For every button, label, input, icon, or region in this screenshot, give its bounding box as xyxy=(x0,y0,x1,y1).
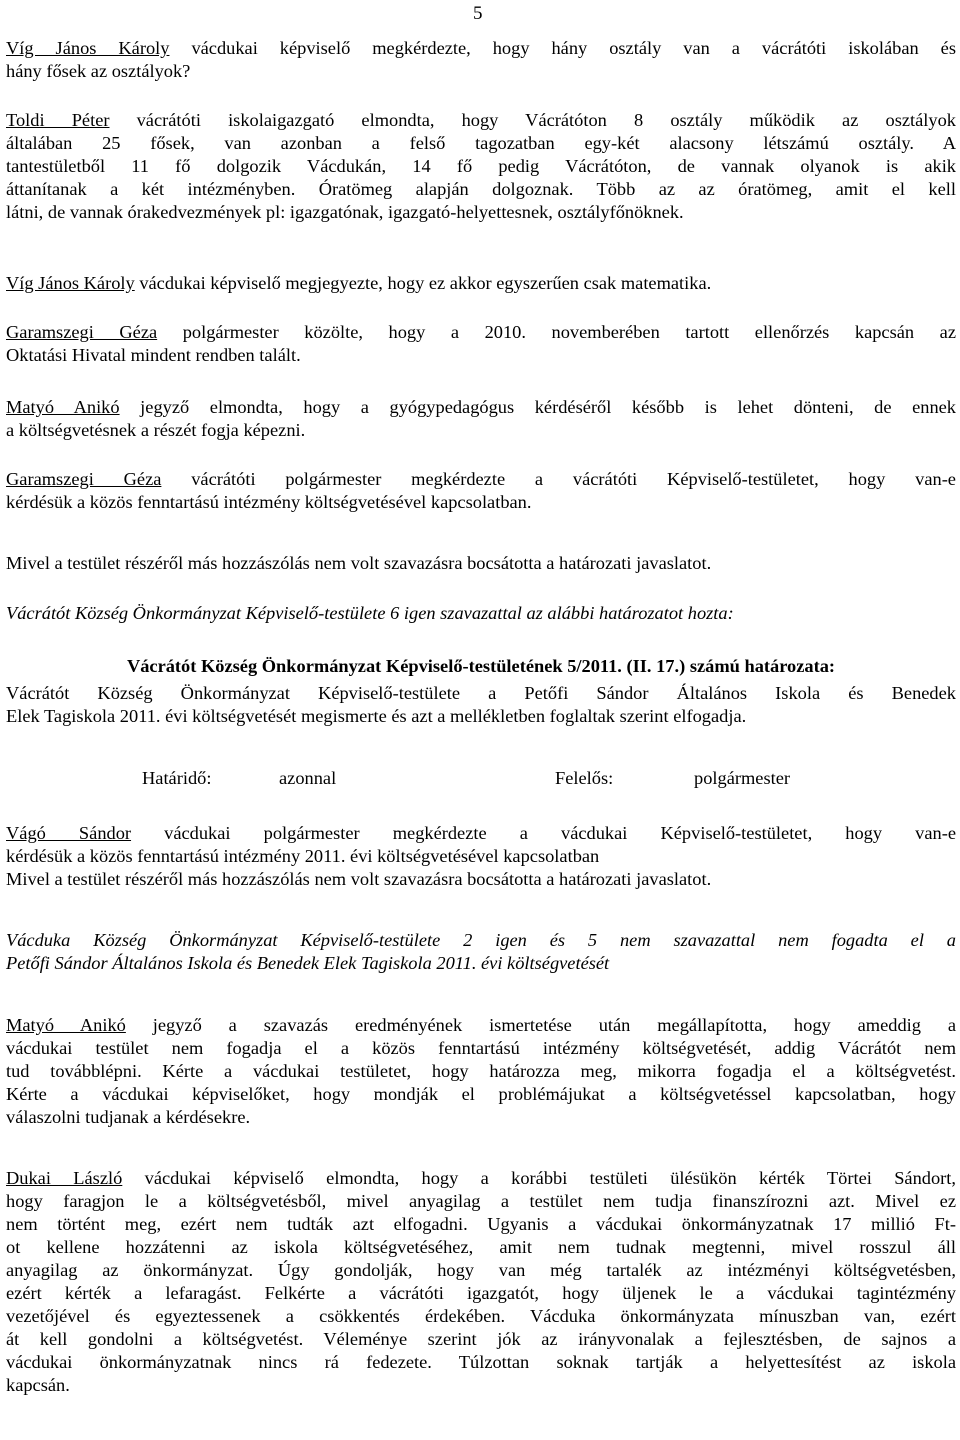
responsible-value: polgármester xyxy=(694,768,791,788)
paragraph-text: kérdésük a közös fenntartású intézmény költségvetésével kapcsolatban. xyxy=(6,492,532,512)
speaker-name: Garamszegi Géza xyxy=(6,469,162,489)
speaker-name: Vágó Sándor xyxy=(6,823,132,843)
resolution-text: Elek Tagiskola 2011. évi költségvetését megismerte és azt a mellékletben foglaltak szerint elfogadja. xyxy=(6,706,747,726)
paragraph-3 xyxy=(6,272,956,295)
paragraph-text: látni, de vannak órakedvezmények pl: igazgatónak, igazgató-helyettesnek, osztályfőnöknek. xyxy=(6,202,684,222)
paragraph-6 xyxy=(6,468,956,514)
paragraph-text: ezért kérték a lefaragást. Felkérte a vácrátóti igazgatót, hogy üljenek le a vácdukai tagintézmény xyxy=(6,1283,956,1303)
paragraph-text: át kell gondolni a költségvetést. Véleménye szerint jók az irányvonalak a fejlesztésben, de sajnos a xyxy=(6,1329,956,1349)
paragraph-text: nem történt meg, ezért nem tudták azt elfogadni. Ugyanis a vácdukai önkormányzatnak 17 millió Ft- xyxy=(6,1214,956,1234)
deadline-label: Határidő: xyxy=(142,768,212,788)
paragraph-text: anyagilag az önkormányzat. Úgy gondolják, hogy van még tartalék az intézményi költségvetésben, xyxy=(6,1260,956,1280)
paragraph-10 xyxy=(6,929,956,975)
paragraph-text: vácdukai képviselő megkérdezte, hogy hány osztály van a vácrátóti iskolában és xyxy=(169,38,956,58)
paragraph-text: jegyző elmondta, hogy a gyógypedagógus kérdéséről később is lehet dönteni, de ennek xyxy=(119,397,957,417)
paragraph-text: vácdukai képviselő elmondta, hogy a korábbi testületi ülésükön kérték Törtei Sándort, xyxy=(122,1168,956,1188)
speaker-name: Víg János Károly xyxy=(6,38,170,58)
paragraph-text: Vácduka Község Önkormányzat Képviselő-testülete 2 igen és 5 nem szavazattal nem fogadta el a xyxy=(6,930,956,950)
responsible-label: Felelős: xyxy=(555,768,614,788)
speaker-name: Dukai László xyxy=(6,1168,123,1188)
paragraph-text: jegyző a szavazás eredményének ismertetése után megállapította, hogy ameddig a xyxy=(125,1015,956,1035)
paragraph-text: polgármester közölte, hogy a 2010. novemberében tartott ellenőrzés kapcsán az xyxy=(157,322,956,342)
deadline-value: azonnal xyxy=(279,768,337,788)
paragraph-text: vezetőjével és egyeztessenek a csökkentés érdekében. Vácduka önkormányzata mínuszban van, ezért xyxy=(6,1306,956,1326)
resolution-text: Vácrátót Község Önkormányzat Képviselő-testülete a Petőfi Sándor Általános Iskola és Benedek xyxy=(6,683,956,703)
paragraph-text: Mivel a testület részéről más hozzászólás nem volt szavazásra bocsátotta a határozati javaslatot. xyxy=(6,869,712,889)
speaker-name: Toldi Péter xyxy=(6,110,110,130)
resolution-block xyxy=(6,655,956,728)
speaker-name: Matyó Anikó xyxy=(6,397,120,417)
paragraph-text: ot kellene hozzátenni az iskola költségvetéséhez, amit nem tudnak megtenni, mivel rosszul áll xyxy=(6,1237,956,1257)
paragraph-2 xyxy=(6,109,956,224)
speaker-name: Víg János Károly xyxy=(6,273,135,293)
paragraph-text: vácdukai képviselő megjegyezte, hogy ez akkor egyszerűen csak matematika. xyxy=(134,273,712,293)
paragraph-text: vácrátóti iskolaigazgató elmondta, hogy Vácrátóton 8 osztály működik az osztályok xyxy=(109,110,956,130)
paragraph-text: kérdésük a közös fenntartású intézmény 2011. évi költségvetésével kapcsolatban xyxy=(6,846,600,866)
paragraph-text: Mivel a testület részéről más hozzászólás nem volt szavazásra bocsátotta a határozati javaslatot. xyxy=(6,553,712,573)
paragraph-text: Oktatási Hivatal mindent rendben talált. xyxy=(6,345,301,365)
paragraph-9 xyxy=(6,822,956,891)
paragraph-text: általában 25 fősek, van azonban a felső tagozatban egy-két alacsony létszámú osztály. A xyxy=(6,133,956,153)
paragraph-text: vácdukai önkormányzatnak nincs rá fedezete. Túlzottan soknak tartják a helyettesítést az iskola xyxy=(6,1352,956,1372)
paragraph-text: hány fősek az osztályok? xyxy=(6,61,191,81)
resolution-title: Vácrátót Község Önkormányzat Képviselő-testületének 5/2011. (II. 17.) számú határozata: xyxy=(126,656,836,676)
page-number: 5 xyxy=(473,3,483,24)
paragraph-7 xyxy=(6,552,956,575)
paragraph-5 xyxy=(6,396,956,442)
speaker-name: Garamszegi Géza xyxy=(6,322,158,342)
paragraph-text: vácdukai testület nem fogadja el a közös fenntartású intézmény költségvetését, addig Vácrátót nem xyxy=(6,1038,956,1058)
paragraph-text: Petőfi Sándor Általános Iskola és Benedek Elek Tagiskola 2011. évi költségvetését xyxy=(6,953,610,973)
paragraph-4 xyxy=(6,321,956,367)
paragraph-text: áttanítanak a két intézményben. Óratömeg alapján dolgoznak. Több az az óratömeg, amit el kell xyxy=(6,179,956,199)
paragraph-text: tantestületből 11 fő dolgozik Vácdukán, 14 fő pedig Vácrátóton, de vannak olyanok is akik xyxy=(6,156,956,176)
speaker-name: Matyó Anikó xyxy=(6,1015,126,1035)
paragraph-1 xyxy=(6,37,956,83)
paragraph-text: Vácrátót Község Önkormányzat Képviselő-testülete 6 igen szavazattal az alábbi határozatot hozta: xyxy=(6,603,734,623)
paragraph-12 xyxy=(6,1167,956,1397)
paragraph-11 xyxy=(6,1014,956,1129)
vote-statement xyxy=(6,602,956,625)
paragraph-text: Kérte a vácdukai képviselőket, hogy mondják el problémájukat a költségvetéssel kapcsolatban, hogy xyxy=(6,1084,956,1104)
paragraph-text: válaszolni tudjanak a kérdésekre. xyxy=(6,1107,251,1127)
paragraph-text: kapcsán. xyxy=(6,1375,70,1395)
deadline-row xyxy=(6,767,956,790)
paragraph-text: a költségvetésnek a részét fogja képezni. xyxy=(6,420,306,440)
paragraph-text: vácdukai polgármester megkérdezte a vácdukai Képviselő-testületet, hogy van-e xyxy=(131,823,956,843)
paragraph-text: vácrátóti polgármester megkérdezte a vácrátóti Képviselő-testületet, hogy van-e xyxy=(161,469,956,489)
paragraph-text: tud továbblépni. Kérte a vácdukai testületet, hogy határozza meg, mikorra fogadja el a költségvetést. xyxy=(6,1061,956,1081)
paragraph-text: hogy faragjon le a költségvetésből, mivel anyagilag a testület nem tudja finanszírozni azt. Mivel ez xyxy=(6,1191,956,1211)
